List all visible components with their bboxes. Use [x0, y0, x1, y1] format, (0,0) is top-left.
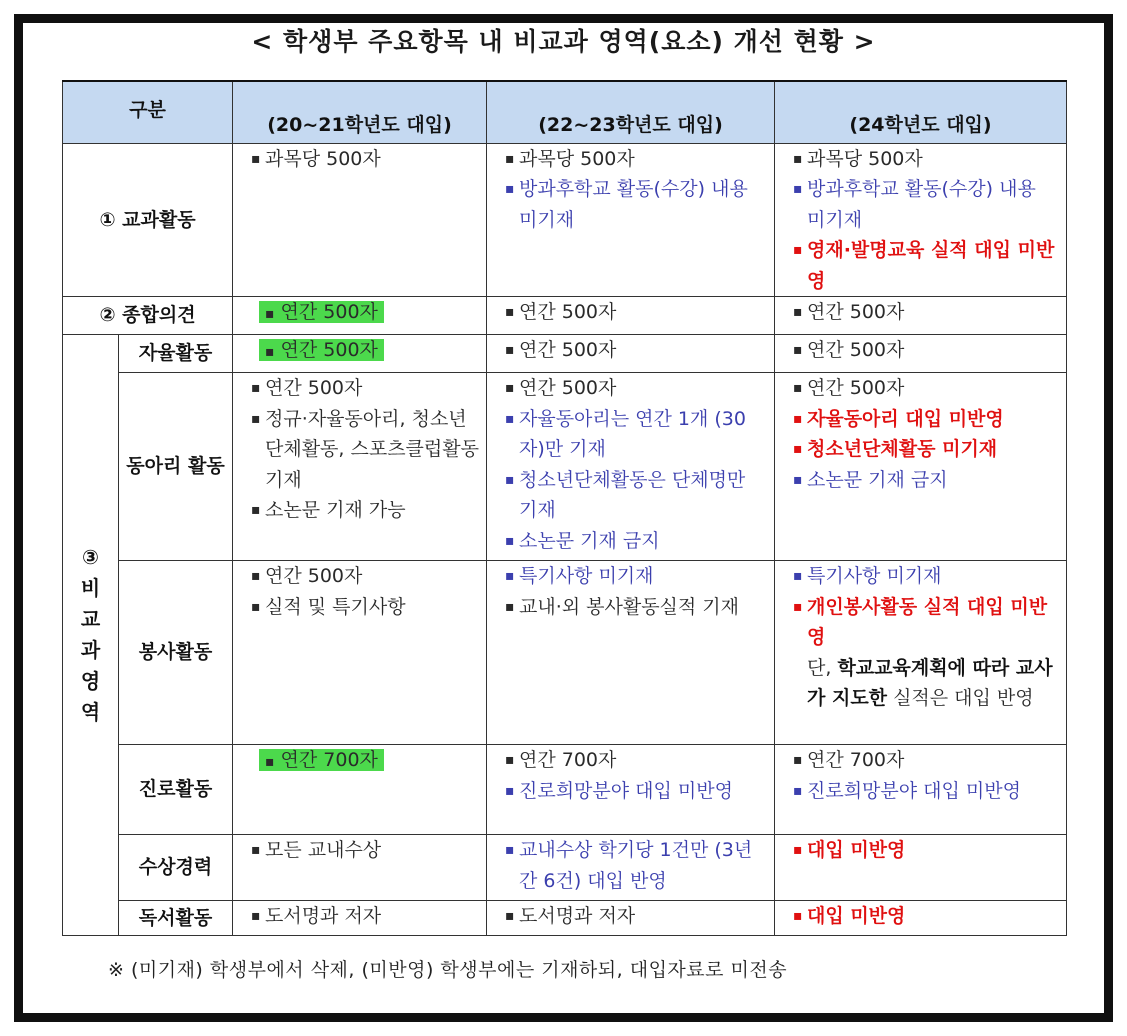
row-label-career: 진로활동 [119, 745, 233, 835]
list-item: ▪ 과목당 500자 [793, 147, 923, 170]
cell-opinion-2223: ▪ 연간 500자 [487, 297, 775, 335]
table-row [63, 373, 1067, 561]
cell-autonomous-2223: ▪ 연간 500자 [487, 335, 775, 373]
row-label-opinion: ② 종합의견 [63, 297, 233, 335]
table-row [63, 143, 1067, 297]
cell-opinion-24: ▪ 연간 500자 [775, 297, 1067, 335]
volunteer-note: 단, 학교교육계획에 따라 교사가 지도한 실적은 대입 반영 [807, 656, 1053, 709]
cell-club-2223: ▪ 연간 500자 ▪ 자율동아리는 연간 1개 (30자)만 기재 ▪ 청소년단체활동은 단체명만 기재 ▪ 소논문 기재 금지 [487, 373, 775, 561]
cell-awards-2021: ▪ 모든 교내수상 [233, 835, 487, 901]
row-label-club: 동아리 활동 [119, 373, 233, 561]
table-row [63, 901, 1067, 936]
list-item: ▪ 방과후학교 활동(수강) 내용 미기재 [793, 178, 1036, 231]
row-label-awards: 수상경력 [119, 835, 233, 901]
cell-reading-2021: ▪ 도서명과 저자 [233, 901, 487, 936]
header-gubun: 구분 [63, 81, 233, 143]
cell-autonomous-24: ▪ 연간 500자 [775, 335, 1067, 373]
table-row [63, 297, 1067, 335]
cell-awards-24: ▪ 대입 미반영 [775, 835, 1067, 901]
list-item: ▪ 과목당 500자 [505, 147, 635, 170]
row-label-volunteer: 봉사활동 [119, 561, 233, 745]
row-label-extracurricular: ③ 비 교 과 영 역 [63, 335, 119, 936]
header-col-2021: (20~21학년도 대입) [233, 81, 487, 143]
cell-volunteer-2021: ▪ 연간 500자 ▪ 실적 및 특기사항 [233, 561, 487, 745]
cell-subject-2021 [233, 143, 487, 297]
footnote: ※ (미기재) 학생부에서 삭제, (미반영) 학생부에는 기재하되, 대입자료로 미전송 [108, 959, 788, 981]
header-col-2223: (22~23학년도 대입) [487, 81, 775, 143]
list-item: ▪ 영재·발명교육 실적 대입 미반영 [793, 239, 1055, 292]
table-row [63, 561, 1067, 745]
cell-subject-2223 [487, 143, 775, 297]
list-item: ▪ 방과후학교 활동(수강) 내용 미기재 [505, 178, 748, 231]
comparison-table [62, 80, 1067, 936]
table-row [63, 335, 1067, 373]
cell-career-24: ▪ 연간 700자 ▪ 진로희망분야 대입 미반영 [775, 745, 1067, 835]
list-item: ▪ 과목당 500자 [251, 144, 480, 175]
cell-subject-24 [775, 143, 1067, 297]
row-label-reading: 독서활동 [119, 901, 233, 936]
page-title: < 학생부 주요항목 내 비교과 영역(요소) 개선 현황 > [251, 27, 876, 56]
cell-volunteer-2223: ▪ 특기사항 미기재 ▪ 교내·외 봉사활동실적 기재 [487, 561, 775, 745]
table-row [63, 745, 1067, 835]
cell-club-24: ▪ 연간 500자 ▪ 자율동아리 대입 미반영 ▪ 청소년단체활동 미기재 ▪ 소논문 기재 금지 [775, 373, 1067, 561]
cell-career-2223: ▪ 연간 700자 ▪ 진로희망분야 대입 미반영 [487, 745, 775, 835]
cell-club-2021: ▪ 연간 500자 ▪ 정규·자율동아리, 청소년단체활동, 스포츠클럽활동 기재 ▪ 소논문 기재 가능 [233, 373, 487, 561]
cell-awards-2223: ▪ 교내수상 학기당 1건만 (3년간 6건) 대입 반영 [487, 835, 775, 901]
row-label-autonomous: 자율활동 [119, 335, 233, 373]
header-row [63, 81, 1067, 143]
cell-autonomous-2021: ▪ 연간 500자 [233, 335, 487, 373]
cell-career-2021: ▪ 연간 700자 [233, 745, 487, 835]
cell-opinion-2021: ▪ 연간 500자 [233, 297, 487, 335]
header-col-24: (24학년도 대입) [775, 81, 1067, 143]
table-row [63, 835, 1067, 901]
cell-reading-2223: ▪ 도서명과 저자 [487, 901, 775, 936]
cell-reading-24: ▪ 대입 미반영 [775, 901, 1067, 936]
bullet-icon: ▪ [251, 150, 261, 167]
cell-volunteer-24: ▪ 특기사항 미기재 ▪ 개인봉사활동 실적 대입 미반영 단, 학교교육계획에 따라 교사가 지도한 실적은 대입 반영 [775, 561, 1067, 745]
row-label-subject: ① 교과활동 [63, 143, 233, 297]
